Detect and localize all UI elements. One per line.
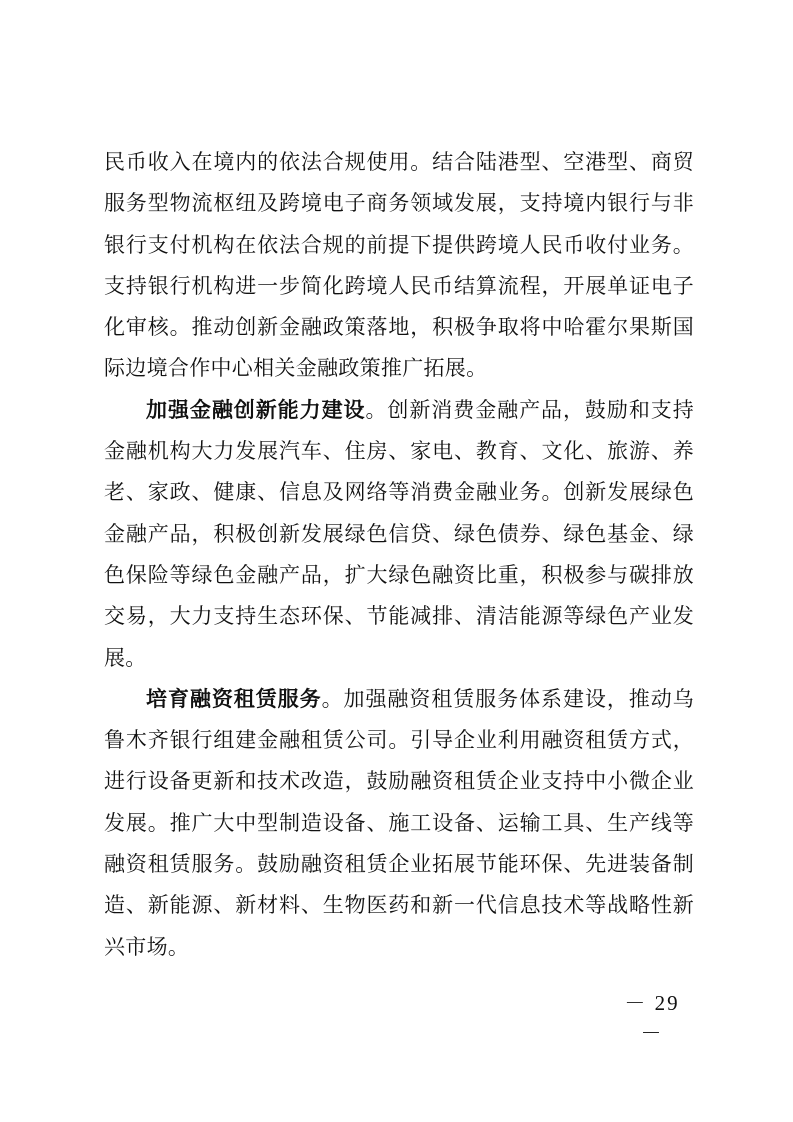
paragraph-continuation xyxy=(104,142,694,390)
paragraph-text: 。创新消费金融产品，鼓励和支持金融机构大力发展汽车、住房、家电、教育、文化、旅游、养老、家政、健康、信息及网络等消费金融业务。创新发展绿色金融产品，积极创新发展绿色信贷、绿色债券、绿色基金、绿色保险等绿色金融产品，扩大绿色融资比重，积极参与碳排放交易，大力支持生态环保、节能减排、清洁能源等绿色产业发展。 xyxy=(104,397,695,670)
body-text xyxy=(104,142,694,968)
paragraph-text: 。加强融资租赁服务体系建设，推动乌鲁木齐银行组建金融租赁公司。引导企业利用融资租赁方式，进行设备更新和技术改造，鼓励融资租赁企业支持中小微企业发展。推广大中型制造设备、施工设备、运输工具、生产线等融资租赁服务。鼓励融资租赁企业拓展节能环保、先进装备制造、新能源、新材料、生物医药和新一代信息技术等战略性新兴市场。 xyxy=(104,686,694,959)
paragraph-financial-innovation xyxy=(104,390,694,679)
paragraph-text: 民币收入在境内的依法合规使用。结合陆港型、空港型、商贸服务型物流枢纽及跨境电子商务领域发展，支持境内银行与非银行支付机构在依法合规的前提下提供跨境人民币收付业务。支持银行机构进一步简化跨境人民币结算流程，开展单证电子化审核。推动创新金融政策落地，积极争取将中哈霍尔果斯国际边境合作中心相关金融政策推广拓展。 xyxy=(104,150,694,381)
page-number: － 29 － xyxy=(624,991,680,1045)
paragraph-heading: 培育融资租赁服务 xyxy=(146,686,322,711)
paragraph-heading: 加强金融创新能力建设 xyxy=(146,397,366,422)
paragraph-financial-leasing xyxy=(104,679,694,968)
